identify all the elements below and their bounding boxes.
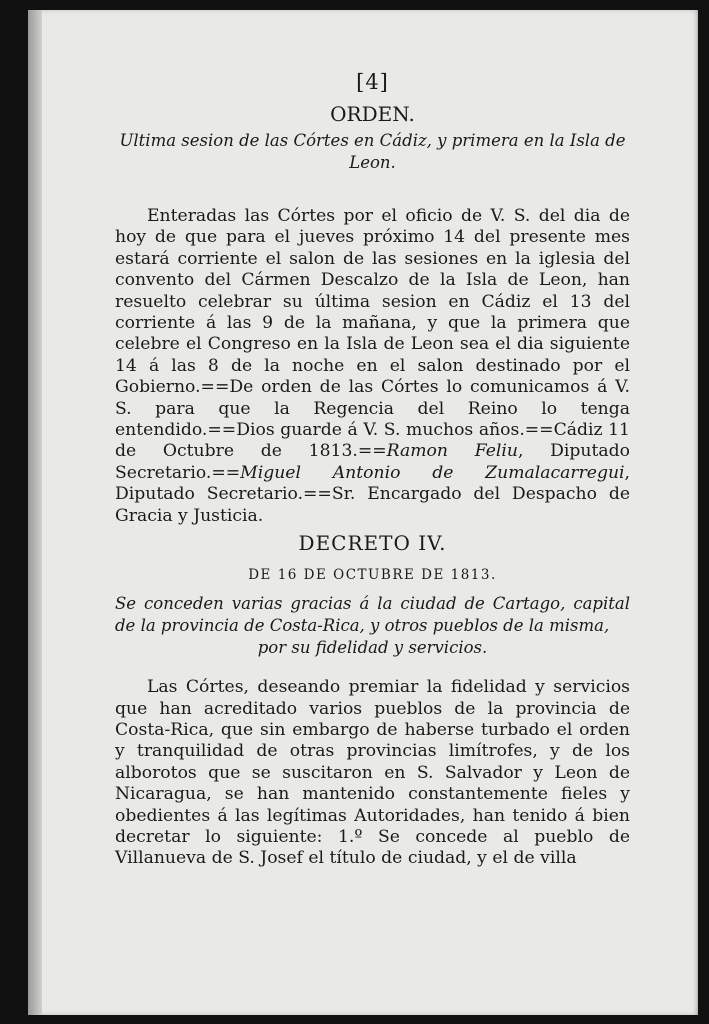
orden-body-text: Enteradas las Córtes por el oficio de V. S. del dia de hoy de que para el jueves próximo 14 del presente mes estará corriente el salon de las sesiones en la iglesia del convento del Cármen Descalzo de la Isla de Leon, han resuelto celebrar su última sesion en Cádiz el 13 del corriente á las 9 de la mañana, y que la primera que celebre el Congreso en la Isla de Leon sea el dia siguiente 14 á las 8 de la noche en el salon destinado por el Gobierno.==De orden de las Córtes lo comunicamos á V. S. para que la Regencia del Reino lo tenga entendido.==Dios guarde á V. S. muchos años.==Cádiz 11 de Octubre de 1813.== [115, 206, 630, 462]
orden-subtitle: Ultima sesion de las Córtes en Cádiz, y primera en la Isla de Leon. [119, 131, 626, 172]
page-gutter [28, 10, 42, 1015]
decreto-summary-text: Se conceden varias gracias á la ciudad de Cartago, capital de la provincia de Costa-Rica, y otros pueblos de la misma, [115, 594, 630, 636]
decreto-summary-last: por su fidelidad y servicios. [257, 638, 488, 658]
decreto-paragraph: Las Córtes, deseando premiar la fidelidad y servicios que han acreditado varios pueblos de la provincia de Costa-Rica, que sin embargo de haberse turbado el orden y tranquilidad de otras provincias limítrofes, y de los alborotos que se suscitaron en S. Salvador y Leon de Nicaragua, se han mantenido constantemente fieles y obedientes á las legítimas Autoridades, han tenido á bien decretar lo siguiente: 1.º Se concede al pueblo de Villanueva de S. Josef el título de ciudad, y el de villa [115, 677, 630, 869]
decreto-date: DE 16 DE OCTUBRE DE 1813. [248, 567, 497, 584]
signatory-1-title: , Diputado Secretario.== [115, 441, 630, 483]
signatory-2-name: Miguel Antonio de Zumalacarregui [240, 462, 625, 483]
page-content [115, 70, 630, 870]
signatory-1-name: Ramon Feliu [386, 441, 518, 462]
decreto-heading: DECRETO IV. [298, 531, 447, 556]
decreto-summary [115, 593, 630, 659]
orden-heading: ORDEN. [330, 102, 415, 126]
signatory-2-title: , Diputado Secretario.==Sr. Encargado del Despacho de Gracia y Justicia. [115, 462, 630, 526]
orden-paragraph [115, 206, 630, 527]
page-number: [4] [356, 70, 389, 94]
